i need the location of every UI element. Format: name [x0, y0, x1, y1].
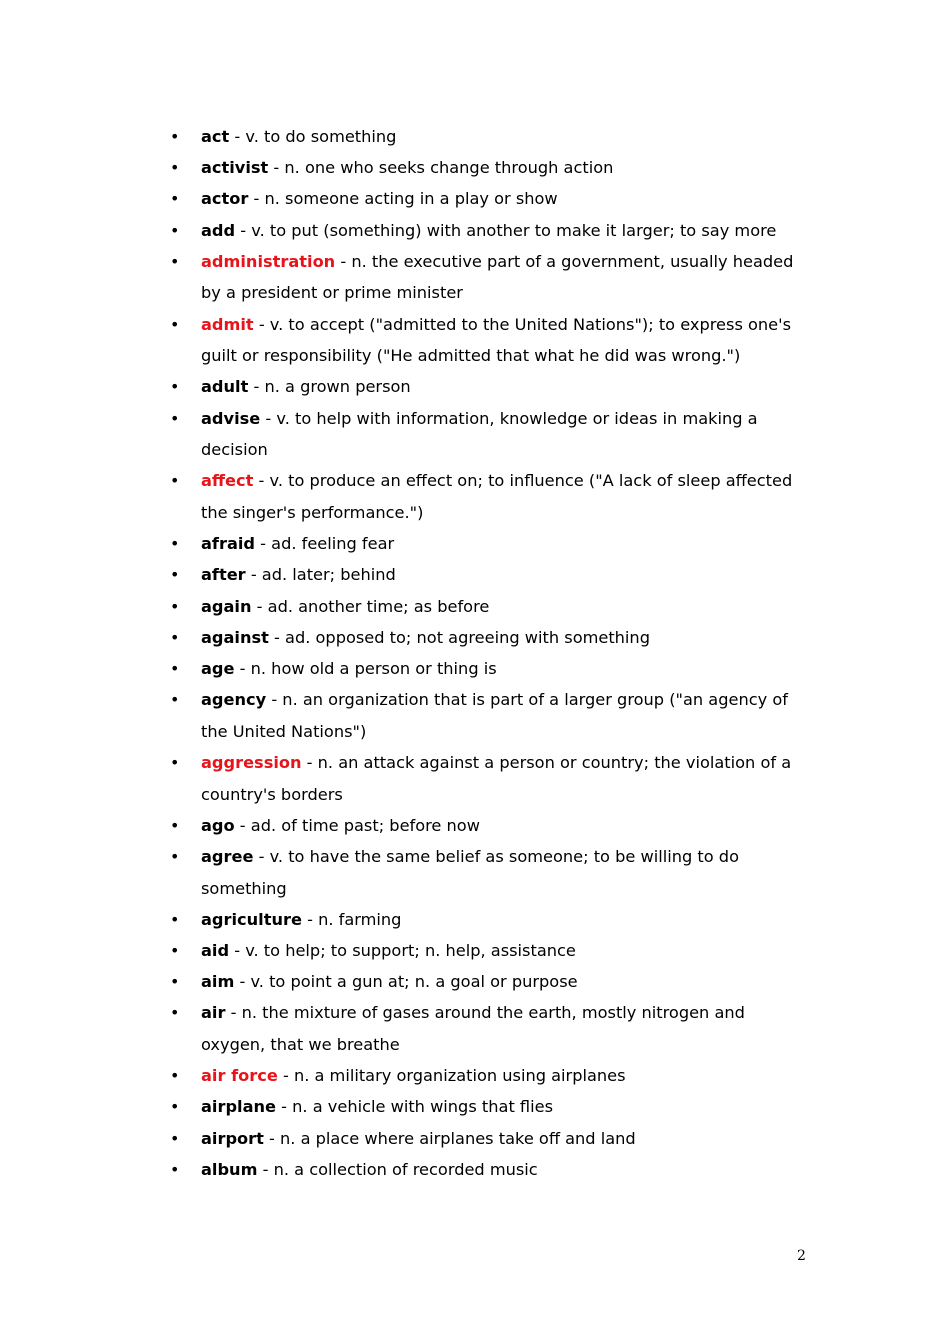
bullet-icon: • — [170, 471, 180, 491]
vocabulary-list — [170, 121, 810, 1185]
term: affect — [201, 471, 254, 491]
bullet-icon: • — [170, 158, 180, 178]
definition: - ad. of time past; before now — [234, 815, 480, 835]
bullet-icon: • — [170, 534, 180, 554]
bullet-icon: • — [170, 753, 180, 773]
definition: - n. a collection of recorded music — [257, 1159, 538, 1179]
term: agriculture — [201, 909, 302, 929]
definition: - n. how old a person or thing is — [234, 659, 497, 679]
term: again — [201, 596, 252, 616]
definition: - n. an attack against a person or country; the violation of a country's borders — [201, 753, 792, 804]
list-item — [170, 371, 810, 403]
term: air force — [201, 1066, 278, 1086]
term: admit — [201, 314, 254, 334]
bullet-icon: • — [170, 815, 180, 835]
definition: - n. the mixture of gases around the earth, mostly nitrogen and oxygen, that we breathe — [201, 1003, 745, 1055]
list-item — [170, 559, 810, 591]
bullet-icon: • — [170, 1003, 180, 1023]
bullet-icon: • — [170, 847, 180, 867]
list-item — [170, 997, 810, 1060]
term: age — [201, 659, 235, 679]
list-item — [170, 183, 810, 215]
term: afraid — [201, 534, 256, 554]
bullet-icon: • — [170, 251, 180, 271]
definition: - n. farming — [301, 909, 402, 929]
list-item — [170, 591, 810, 623]
term: act — [201, 127, 230, 146]
definition: - n. a military organization using airplanes — [277, 1066, 626, 1086]
definition: - n. a vehicle with wings that flies — [276, 1097, 554, 1117]
list-item — [170, 246, 810, 309]
bullet-icon: • — [170, 408, 180, 428]
list-item — [170, 810, 810, 842]
bullet-icon: • — [170, 377, 180, 397]
list-item — [170, 1123, 810, 1155]
bullet-icon: • — [170, 1159, 180, 1179]
definition: - n. the executive part of a government, usually headed by a president or prime minister — [201, 251, 794, 303]
term: activist — [201, 158, 269, 178]
term: agency — [201, 690, 267, 710]
list-item — [170, 1091, 810, 1123]
list-item — [170, 465, 810, 528]
bullet-icon: • — [170, 189, 180, 209]
definition: - v. to accept ("admitted to the United Nations"); to express one's guilt or responsibility ("He admitted that what he did was wrong.") — [201, 314, 792, 366]
term: advise — [201, 408, 261, 428]
term: agree — [201, 847, 254, 867]
list-item — [170, 966, 810, 998]
definition: - n. someone acting in a play or show — [248, 189, 558, 209]
definition: - ad. opposed to; not agreeing with something — [268, 627, 650, 647]
definition: - v. to point a gun at; n. a goal or purpose — [234, 972, 578, 992]
definition: - n. an organization that is part of a larger group ("an agency of the United Nations") — [201, 690, 788, 741]
list-item — [170, 152, 810, 184]
definition: - ad. later; behind — [245, 565, 396, 585]
definition: - v. to produce an effect on; to influence ("A lack of sleep affected the singer's performance.") — [201, 471, 793, 522]
bullet-icon: • — [170, 220, 180, 240]
bullet-icon: • — [170, 314, 180, 334]
term: administration — [201, 251, 336, 271]
term: air — [201, 1003, 226, 1023]
bullet-icon: • — [170, 1128, 180, 1148]
list-item — [170, 684, 810, 747]
bullet-icon: • — [170, 909, 180, 929]
term: after — [201, 565, 246, 585]
term: aim — [201, 972, 235, 992]
list-item — [170, 121, 810, 153]
definition: - n. one who seeks change through action — [268, 158, 614, 178]
definition: - ad. feeling fear — [255, 534, 395, 554]
list-item — [170, 403, 810, 466]
definition: - ad. another time; as before — [251, 596, 490, 616]
term: airport — [201, 1128, 264, 1148]
definition: - v. to put (something) with another to make it larger; to say more — [235, 220, 777, 240]
term: airplane — [201, 1097, 277, 1117]
page-number: 2 — [797, 1248, 806, 1264]
definition: - n. a grown person — [248, 377, 411, 397]
term: album — [201, 1159, 258, 1179]
term: ago — [201, 815, 235, 835]
list-item — [170, 904, 810, 936]
list-item — [170, 1060, 810, 1092]
term: aid — [201, 941, 230, 961]
bullet-icon: • — [170, 972, 180, 992]
bullet-icon: • — [170, 941, 180, 961]
definition: - v. to do something — [229, 127, 397, 146]
list-item — [170, 935, 810, 967]
bullet-icon: • — [170, 565, 180, 585]
bullet-icon: • — [170, 690, 180, 710]
definition: - v. to help; to support; n. help, assistance — [229, 941, 576, 961]
bullet-icon: • — [170, 627, 180, 647]
term: adult — [201, 377, 249, 397]
bullet-icon: • — [170, 1066, 180, 1086]
list-item — [170, 1154, 810, 1186]
term: aggression — [201, 753, 302, 773]
list-item — [170, 622, 810, 654]
list-item — [170, 653, 810, 685]
bullet-icon: • — [170, 1097, 180, 1117]
definition: - n. a place where airplanes take off and land — [263, 1128, 636, 1148]
list-item — [170, 841, 810, 904]
bullet-icon: • — [170, 596, 180, 616]
bullet-icon: • — [170, 127, 180, 146]
term: add — [201, 220, 236, 240]
term: actor — [201, 189, 249, 209]
term: against — [201, 627, 269, 647]
definition: - v. to help with information, knowledge or ideas in making a decision — [201, 408, 758, 460]
definition: - v. to have the same belief as someone; to be willing to do something — [201, 847, 739, 898]
bullet-icon: • — [170, 659, 180, 679]
list-item — [170, 215, 810, 247]
list-item — [170, 309, 810, 372]
list-item — [170, 528, 810, 560]
list-item — [170, 747, 810, 810]
